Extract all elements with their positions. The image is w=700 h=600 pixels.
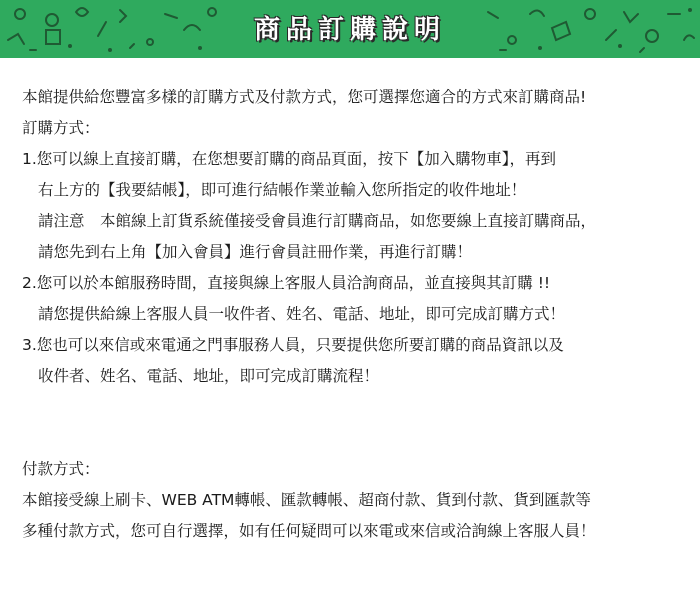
order-item-2-line-1: 2.您可以於本館服務時間，直接與線上客服人員洽詢商品，並直接與其訂購 !! [22,274,551,292]
order-item-1-line-2: 右上方的【我要結帳】，即可進行結帳作業並輸入您所指定的收件地址！ [38,181,527,199]
section-spacer [22,392,692,454]
instructions-content [22,82,692,547]
payment-methods-heading: 付款方式： [22,460,100,478]
page-title: 商品訂購說明 [253,15,446,45]
order-item-2-line-2: 請您提供給線上客服人員一收件者、姓名、電話、地址，即可完成訂購方式！ [38,305,566,323]
intro-text: 本館提供給您豐富多樣的訂購方式及付款方式，您可選擇您適合的方式來訂購商品! [22,88,587,106]
order-item-1-line-3: 請注意 本館線上訂貨系統僅接受會員進行訂購商品，如您要線上直接訂購商品， [38,212,597,230]
order-item-1-line-4: 請您先到右上角【加入會員】進行會員註冊作業，再進行訂購！ [38,243,473,261]
payment-text-line-2: 多種付款方式，您可自行選擇，如有任何疑問可以來電或來信或洽詢線上客服人員！ [22,522,596,540]
order-item-3-line-1: 3.您也可以來信或來電通之門事服務人員，只要提供您所要訂購的商品資訊以及 [22,336,564,354]
order-item-3-line-2: 收件者、姓名、電話、地址，即可完成訂購流程！ [38,367,380,385]
header-banner [0,0,700,58]
payment-text-line-1: 本館接受線上刷卡、WEB ATM轉帳、匯款轉帳、超商付款、貨到付款、貨到匯款等 [22,491,591,509]
order-item-1-line-1: 1.您可以線上直接訂購，在您想要訂購的商品頁面，按下【加入購物車】，再到 [22,150,557,168]
order-methods-heading: 訂購方式： [22,119,100,137]
